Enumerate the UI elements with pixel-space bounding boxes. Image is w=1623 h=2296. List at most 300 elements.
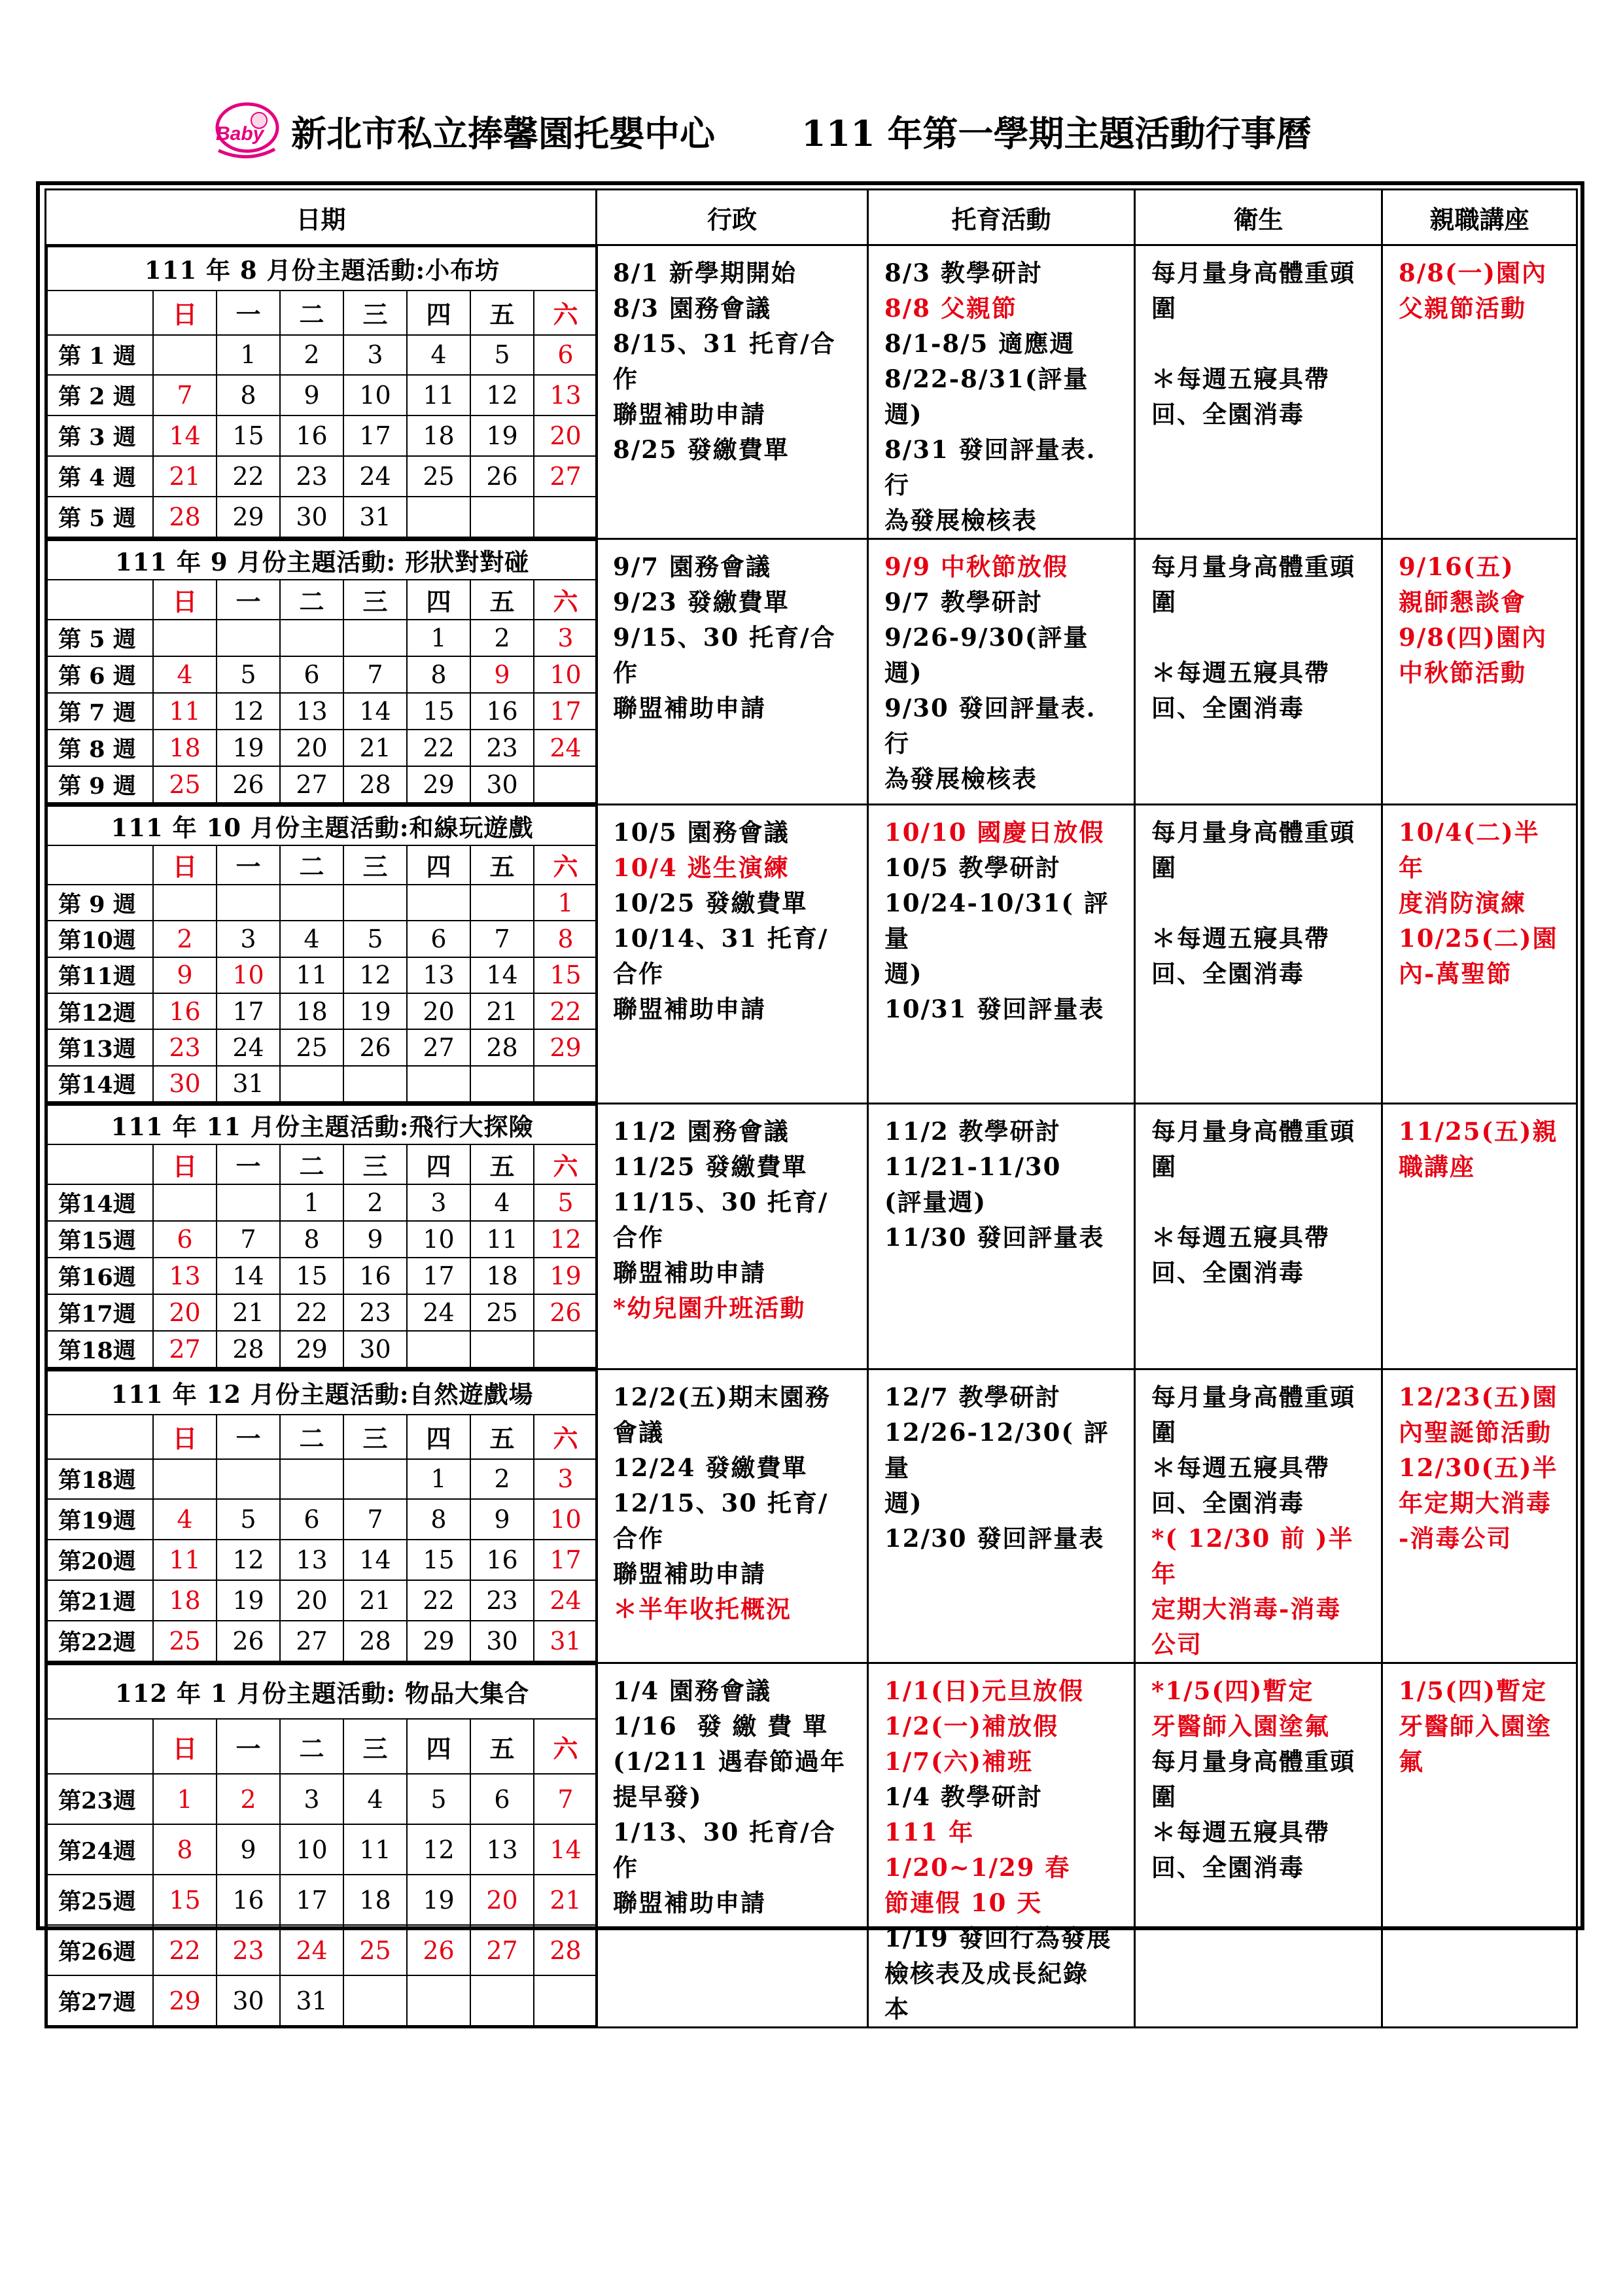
health-line: 回、全園消毒 [1151, 694, 1304, 722]
admin-line: 9/15、30 托育/合作 [613, 623, 836, 687]
admin-line: 1/4 園務會議 [613, 1676, 771, 1705]
day-cell: 27 [280, 766, 343, 803]
weekday-header: 二 [280, 1719, 343, 1774]
day-cell: 15 [217, 415, 280, 456]
care-line: 8/3 教學研討 [884, 258, 1043, 287]
day-cell: 26 [534, 1294, 597, 1331]
admin-line: 聯盟補助申請 [613, 1888, 766, 1917]
day-cell: 1 [407, 1459, 470, 1500]
day-cell: 3 [343, 335, 407, 376]
admin-line: 1/13、30 托育/合作 [613, 1818, 836, 1882]
baby-logo-icon [209, 98, 281, 164]
day-cell: 24 [534, 1580, 597, 1621]
day-cell: 7 [153, 375, 217, 415]
care-line: 10/10 國慶日放假 [884, 818, 1105, 847]
day-cell [470, 1975, 534, 2026]
day-cell: 2 [153, 921, 217, 957]
week-row [47, 1258, 597, 1294]
care-line: 11/2 教學研討 [884, 1117, 1061, 1146]
day-cell: 5 [217, 656, 280, 693]
weekday-header: 六 [534, 1719, 597, 1774]
admin-notes [597, 1370, 867, 1627]
month-theme-title: 112 年 1 月份主題活動: 物品大集合 [47, 1665, 597, 1719]
day-cell: 30 [280, 497, 343, 537]
care-notes [869, 805, 1134, 1027]
weekday-header: 日 [153, 1719, 217, 1774]
day-cell: 16 [217, 1875, 280, 1925]
month-calendar-cell [46, 1104, 597, 1369]
month-theme-title: 111 年 12 月份主題活動:自然遊戲場 [47, 1371, 597, 1415]
week-row [47, 1294, 597, 1331]
parent-line: 12/23(五)園 [1399, 1383, 1558, 1411]
week-row [47, 921, 597, 957]
day-cell [407, 497, 470, 537]
day-cell: 6 [470, 1774, 534, 1824]
day-cell [217, 620, 280, 656]
care-notes [869, 540, 1134, 796]
day-cell: 25 [280, 1029, 343, 1065]
day-cell: 21 [217, 1294, 280, 1331]
col-header-care: 托育活動 [868, 190, 1135, 245]
admin-notes [597, 1104, 867, 1326]
day-cell: 29 [534, 1029, 597, 1065]
day-cell: 8 [534, 921, 597, 957]
day-cell: 30 [470, 1621, 534, 1661]
weekday-header: 日 [153, 845, 217, 885]
admin-line: 聯盟補助申請 [613, 694, 766, 722]
weekday-header: 一 [217, 291, 280, 335]
day-cell: 26 [407, 1925, 470, 1975]
weekday-header: 日 [153, 580, 217, 620]
day-cell: 30 [217, 1975, 280, 2026]
day-cell: 18 [153, 730, 217, 766]
weekday-header: 三 [343, 291, 407, 335]
health-line: ＊每週五寢具帶 [1151, 1223, 1330, 1252]
care-line: 9/26-9/30(評量週) [884, 623, 1089, 687]
day-cell [534, 1066, 597, 1102]
weekday-header: 日 [153, 291, 217, 335]
day-cell: 20 [407, 993, 470, 1029]
weekday-header: 四 [407, 1719, 470, 1774]
day-cell: 11 [407, 375, 470, 415]
day-cell: 24 [407, 1294, 470, 1331]
day-cell: 15 [153, 1875, 217, 1925]
health-line: 圍 [1151, 1152, 1177, 1181]
day-cell: 16 [470, 693, 534, 730]
weekday-header: 一 [217, 1415, 280, 1459]
parent-cell [1382, 539, 1577, 805]
admin-line: 8/25 發繳費單 [613, 435, 790, 464]
month-calendar [46, 1664, 598, 2026]
day-cell: 17 [407, 1258, 470, 1294]
care-line: 12/26-12/30( 評 量 [884, 1418, 1119, 1482]
day-cell: 5 [534, 1184, 597, 1221]
care-line: 8/31 發回評量表.行 [884, 435, 1096, 499]
day-cell: 23 [217, 1925, 280, 1975]
parent-notes [1383, 805, 1576, 991]
week-label: 第23週 [47, 1774, 153, 1824]
health-line: 回、全園消毒 [1151, 1258, 1304, 1287]
day-cell: 4 [470, 1184, 534, 1221]
care-notes [869, 1664, 1134, 2026]
week-row [47, 497, 597, 537]
health-line [1151, 885, 1368, 921]
day-cell: 19 [217, 1580, 280, 1621]
day-cell: 17 [217, 993, 280, 1029]
week-row [47, 957, 597, 993]
health-line: 圍 [1151, 1782, 1177, 1811]
parent-line: 氟 [1399, 1747, 1424, 1776]
day-cell: 19 [343, 993, 407, 1029]
admin-line: ＊半年收托概況 [613, 1595, 792, 1623]
week-row [47, 1459, 597, 1500]
week-label: 第 8 週 [47, 730, 153, 766]
day-cell [280, 1459, 343, 1500]
day-cell: 18 [407, 415, 470, 456]
day-cell: 20 [280, 1580, 343, 1621]
day-cell: 14 [343, 693, 407, 730]
day-cell: 21 [534, 1875, 597, 1925]
week-row [47, 1029, 597, 1065]
month-calendar [46, 805, 598, 1103]
week-label: 第22週 [47, 1621, 153, 1661]
month-theme-title: 111 年 8 月份主題活動:小布坊 [47, 247, 597, 291]
weekday-corner-cell [47, 1719, 153, 1774]
care-line: 週) [884, 959, 923, 988]
parent-line: 父親節活動 [1399, 294, 1526, 323]
week-label: 第11週 [47, 957, 153, 993]
weekday-header: 二 [280, 291, 343, 335]
health-notes [1136, 805, 1381, 991]
admin-notes [597, 246, 867, 467]
week-label: 第 1 週 [47, 335, 153, 376]
day-cell: 8 [217, 375, 280, 415]
week-label: 第15週 [47, 1221, 153, 1258]
week-row [47, 730, 597, 766]
day-cell [407, 1331, 470, 1368]
admin-line: 聯盟補助申請 [613, 400, 766, 429]
parent-notes [1383, 1664, 1576, 1779]
day-cell: 20 [534, 415, 597, 456]
week-row [47, 1580, 597, 1621]
weekday-header: 三 [343, 845, 407, 885]
care-line: 1/2(一)補放假 [884, 1712, 1059, 1740]
col-header-date: 日期 [46, 190, 597, 245]
parent-line: 9/8(四)園內 [1399, 623, 1548, 652]
day-cell: 10 [407, 1221, 470, 1258]
parent-line: 10/4(二)半年 [1399, 818, 1540, 882]
day-cell: 10 [280, 1824, 343, 1875]
day-cell: 9 [470, 656, 534, 693]
day-cell: 13 [407, 957, 470, 993]
day-cell [153, 335, 217, 376]
month-theme-title: 111 年 11 月份主題活動:飛行大探險 [47, 1105, 597, 1144]
parent-line: 1/5(四)暫定 [1399, 1676, 1548, 1705]
day-cell: 29 [407, 1621, 470, 1661]
day-cell [217, 1184, 280, 1221]
day-cell: 3 [407, 1184, 470, 1221]
parent-line: 牙醫師入園塗 [1399, 1712, 1552, 1740]
day-cell: 17 [534, 693, 597, 730]
weekday-corner-cell [47, 845, 153, 885]
week-label: 第14週 [47, 1184, 153, 1221]
day-cell: 5 [470, 335, 534, 376]
weekday-header: 五 [470, 580, 534, 620]
week-label: 第24週 [47, 1824, 153, 1875]
weekday-header: 六 [534, 291, 597, 335]
health-line: 定期大消毒-消毒 [1151, 1595, 1342, 1623]
month-calendar [46, 1370, 598, 1662]
day-cell: 8 [407, 656, 470, 693]
admin-notes [597, 805, 867, 1027]
semester-title: 111 年第一學期主題活動行事曆 [801, 113, 1312, 154]
day-cell: 9 [217, 1824, 280, 1875]
weekday-header: 四 [407, 291, 470, 335]
week-row [47, 335, 597, 376]
day-cell: 31 [217, 1066, 280, 1102]
health-line: 每月量身高體重頭 [1151, 1117, 1355, 1146]
weekday-header: 六 [534, 580, 597, 620]
care-line: 12/30 發回評量表 [884, 1524, 1105, 1553]
month-theme-title: 111 年 10 月份主題活動:和線玩遊戲 [47, 806, 597, 845]
day-cell [534, 1331, 597, 1368]
day-cell [343, 1459, 407, 1500]
week-label: 第18週 [47, 1459, 153, 1500]
day-cell: 29 [153, 1975, 217, 2026]
health-line: ＊每週五寢具帶 [1151, 364, 1330, 393]
day-cell: 1 [407, 620, 470, 656]
day-cell: 17 [534, 1540, 597, 1580]
admin-line: 10/25 發繳費單 [613, 889, 808, 917]
day-cell [217, 1459, 280, 1500]
week-label: 第20週 [47, 1540, 153, 1580]
day-cell: 17 [280, 1875, 343, 1925]
svg-text:Baby: Baby [216, 123, 264, 145]
day-cell: 5 [407, 1774, 470, 1824]
parent-line: -消毒公司 [1399, 1524, 1512, 1553]
week-label: 第14週 [47, 1066, 153, 1102]
day-cell: 20 [470, 1875, 534, 1925]
day-cell: 18 [153, 1580, 217, 1621]
day-cell: 12 [407, 1824, 470, 1875]
day-cell: 16 [343, 1258, 407, 1294]
day-cell: 31 [280, 1975, 343, 2026]
day-cell [470, 1066, 534, 1102]
care-line: 9/7 教學研討 [884, 588, 1043, 616]
day-cell: 11 [343, 1824, 407, 1875]
week-row [47, 1925, 597, 1975]
health-line: ＊每週五寢具帶 [1151, 1453, 1330, 1482]
weekday-header: 四 [407, 580, 470, 620]
week-label: 第10週 [47, 921, 153, 957]
day-cell [280, 1066, 343, 1102]
weekday-header: 日 [153, 1415, 217, 1459]
month-calendar-cell [46, 805, 597, 1104]
weekday-corner-cell [47, 291, 153, 335]
month-theme-title: 111 年 9 月份主題活動: 形狀對對碰 [47, 540, 597, 580]
admin-cell [597, 1104, 868, 1369]
day-cell: 23 [470, 1580, 534, 1621]
weekday-header: 三 [343, 1415, 407, 1459]
parent-cell [1382, 1104, 1577, 1369]
care-cell [868, 1104, 1135, 1369]
day-cell: 7 [534, 1774, 597, 1824]
day-cell: 21 [470, 993, 534, 1029]
day-cell: 22 [407, 1580, 470, 1621]
health-line [1151, 620, 1368, 655]
admin-cell [597, 1369, 868, 1663]
week-label: 第 3 週 [47, 415, 153, 456]
day-cell: 24 [534, 730, 597, 766]
day-cell: 5 [217, 1499, 280, 1540]
day-cell: 14 [470, 957, 534, 993]
day-cell [343, 1975, 407, 2026]
admin-line: *幼兒園升班活動 [613, 1294, 806, 1322]
weekday-header: 六 [534, 1144, 597, 1184]
admin-line: 11/15、30 托育/合作 [613, 1188, 829, 1252]
health-line: 每月量身高體重頭 [1151, 1747, 1355, 1776]
care-line: 1/4 教學研討 [884, 1782, 1043, 1811]
day-cell: 26 [470, 456, 534, 497]
day-cell [153, 1459, 217, 1500]
day-cell: 4 [280, 921, 343, 957]
day-cell: 26 [217, 766, 280, 803]
health-line: ＊每週五寢具帶 [1151, 658, 1330, 687]
day-cell: 28 [217, 1331, 280, 1368]
parent-notes [1383, 1370, 1576, 1556]
care-line: 10/31 發回評量表 [884, 995, 1105, 1023]
parent-line: 親師懇談會 [1399, 588, 1526, 616]
care-line: 8/8 父親節 [884, 294, 1017, 323]
parent-line: 職講座 [1399, 1152, 1475, 1181]
admin-line: 會議 [613, 1418, 664, 1447]
month-section [46, 1663, 1577, 2028]
day-cell [153, 885, 217, 921]
document-header [0, 98, 1623, 177]
day-cell: 19 [217, 730, 280, 766]
col-header-admin: 行政 [597, 190, 868, 245]
health-line: 公司 [1151, 1630, 1202, 1659]
care-notes [869, 246, 1134, 538]
day-cell: 11 [280, 957, 343, 993]
day-cell: 13 [153, 1258, 217, 1294]
day-cell [534, 1975, 597, 2026]
weekday-header: 五 [470, 291, 534, 335]
day-cell: 21 [343, 730, 407, 766]
day-cell: 28 [343, 1621, 407, 1661]
day-cell: 21 [343, 1580, 407, 1621]
day-cell: 28 [343, 766, 407, 803]
day-cell: 20 [153, 1294, 217, 1331]
care-line: 11/30 發回評量表 [884, 1223, 1105, 1252]
day-cell: 4 [407, 335, 470, 376]
day-cell [407, 885, 470, 921]
care-line: 10/5 教學研討 [884, 853, 1061, 882]
day-cell [280, 885, 343, 921]
day-cell: 25 [153, 766, 217, 803]
day-cell: 7 [217, 1221, 280, 1258]
admin-line: 12/15、30 托育/合作 [613, 1489, 829, 1553]
health-line: *1/5(四)暫定 [1151, 1676, 1314, 1705]
care-line: 1/19 發回行為發展 [884, 1924, 1112, 1952]
week-row [47, 1331, 597, 1368]
day-cell: 15 [407, 693, 470, 730]
health-line: 回、全園消毒 [1151, 400, 1304, 429]
month-calendar [46, 1104, 598, 1368]
care-cell [868, 539, 1135, 805]
day-cell [217, 885, 280, 921]
week-row [47, 1621, 597, 1661]
admin-cell [597, 245, 868, 539]
health-cell [1135, 539, 1382, 805]
weekday-header: 三 [343, 1144, 407, 1184]
week-row [47, 656, 597, 693]
week-label: 第26週 [47, 1925, 153, 1975]
day-cell: 29 [217, 497, 280, 537]
week-label: 第 9 週 [47, 766, 153, 803]
day-cell [470, 885, 534, 921]
care-notes [869, 1104, 1134, 1255]
week-row [47, 456, 597, 497]
week-label: 第 6 週 [47, 656, 153, 693]
day-cell: 22 [280, 1294, 343, 1331]
day-cell: 14 [343, 1540, 407, 1580]
activity-calendar-table [44, 188, 1578, 2028]
care-line: 11/21-11/30 [884, 1152, 1062, 1181]
health-line: ＊每週五寢具帶 [1151, 924, 1330, 953]
day-cell [343, 620, 407, 656]
month-calendar [46, 540, 598, 804]
school-name: 新北市私立捧馨園托嬰中心 [291, 113, 715, 154]
week-row [47, 1774, 597, 1824]
admin-line: 9/7 園務會議 [613, 552, 771, 581]
health-cell [1135, 1104, 1382, 1369]
day-cell: 16 [280, 415, 343, 456]
parent-notes [1383, 246, 1576, 326]
day-cell: 19 [534, 1258, 597, 1294]
day-cell: 25 [153, 1621, 217, 1661]
health-line: ＊每週五寢具帶 [1151, 1818, 1330, 1846]
weekday-header: 一 [217, 1144, 280, 1184]
admin-line: 8/15、31 托育/合作 [613, 329, 836, 393]
care-line: 節連假 10 天 [884, 1888, 1043, 1917]
week-row [47, 1875, 597, 1925]
month-section [46, 1104, 1577, 1369]
header-row [46, 190, 1577, 245]
day-cell: 6 [153, 1221, 217, 1258]
day-cell: 27 [153, 1331, 217, 1368]
weekday-corner-cell [47, 580, 153, 620]
admin-line: 提早發) [613, 1782, 703, 1811]
weekday-header: 四 [407, 1415, 470, 1459]
parent-line: 12/30(五)半 [1399, 1453, 1558, 1482]
care-line: 12/7 教學研討 [884, 1383, 1061, 1411]
week-row [47, 1975, 597, 2026]
day-cell: 18 [280, 993, 343, 1029]
day-cell [407, 1975, 470, 2026]
admin-line: 12/2(五)期末園務 [613, 1383, 831, 1411]
day-cell: 29 [280, 1331, 343, 1368]
week-row [47, 693, 597, 730]
week-row [47, 415, 597, 456]
parent-line: 年定期大消毒 [1399, 1489, 1552, 1517]
day-cell: 11 [153, 693, 217, 730]
day-cell: 4 [343, 1774, 407, 1824]
day-cell: 19 [470, 415, 534, 456]
day-cell [343, 1066, 407, 1102]
day-cell: 13 [534, 375, 597, 415]
admin-cell [597, 805, 868, 1104]
